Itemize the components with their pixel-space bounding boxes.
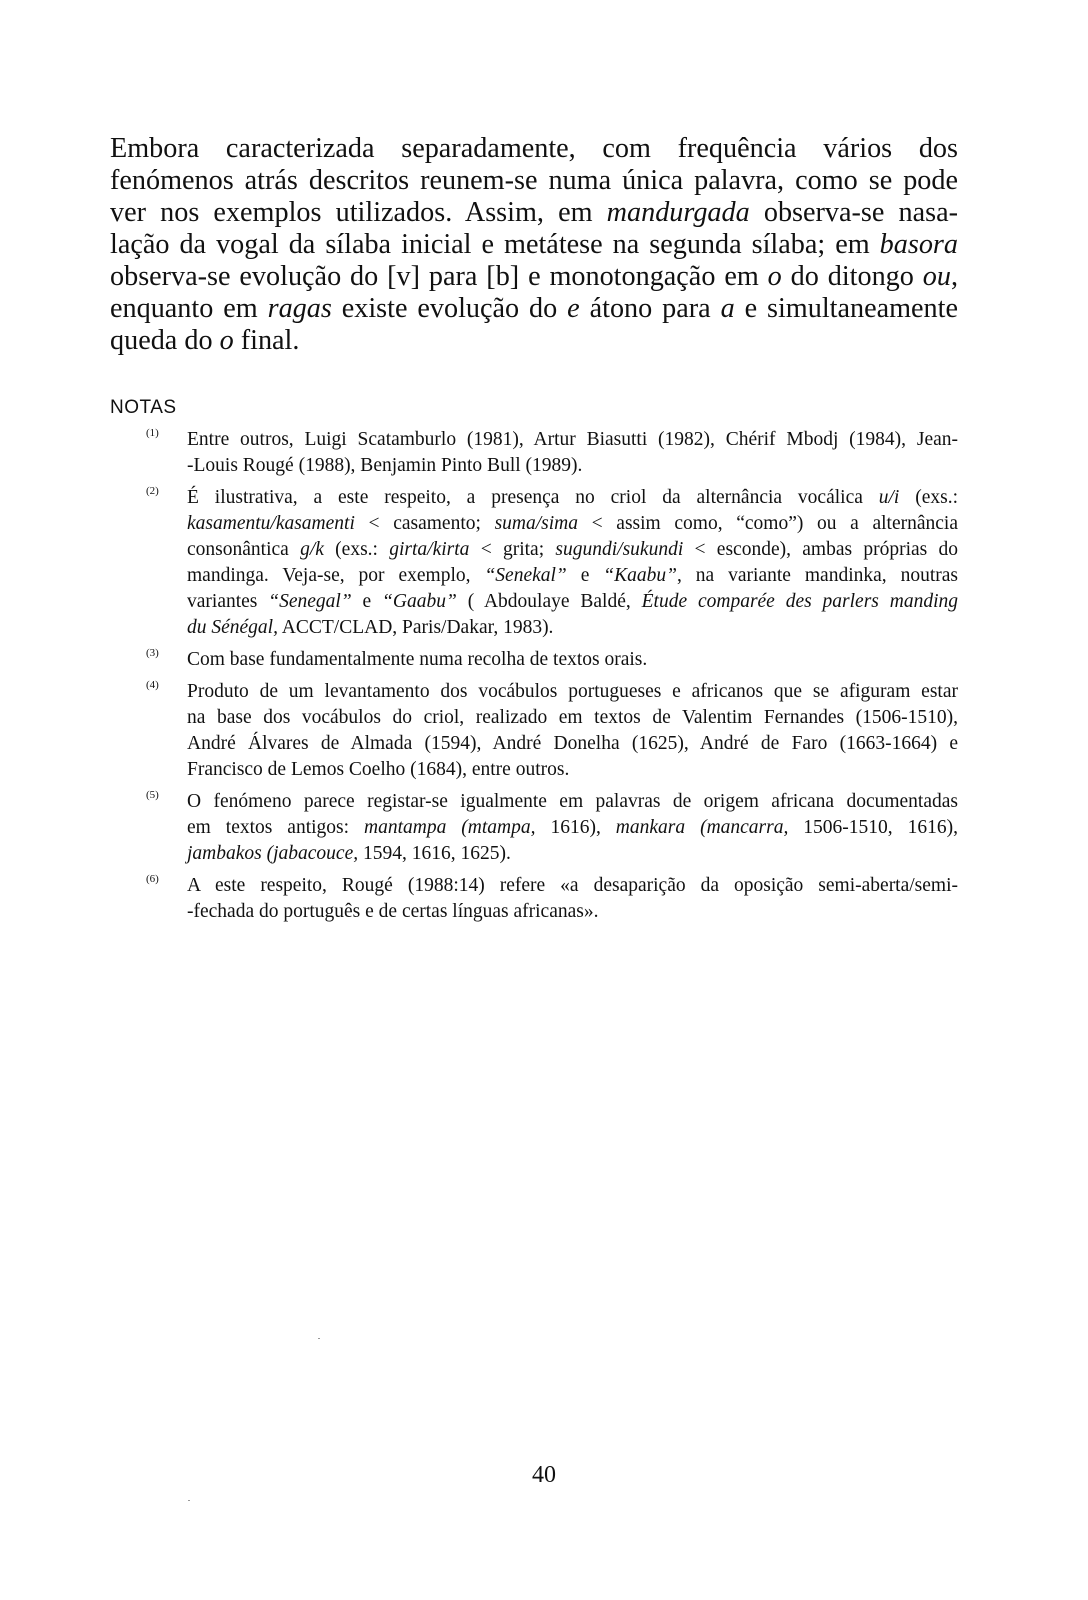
scan-speck <box>188 1500 190 1501</box>
note-item <box>110 679 958 783</box>
note-text: É ilustrativa, a este respeito, a presença no criol da alternância vocálica u/i (exs.: kasamentu/kasamenti < casamento; suma/sima < assim como, “como”) ou a alternância consonântica g/k (exs.: girta/kirta < grita; sugundi/sukundi < esconde), ambas próprias do mandinga. Veja-se, por exemplo, “Senekal” e “Kaabu”, na variante mandinka, noutras variantes “Senegal” e “Gaabu” ( Abdoulaye Baldé, Étude comparée des parlers manding du Sénégal, ACCT/CLAD, Paris/Dakar, 1983). <box>187 487 958 638</box>
scan-speck <box>318 1338 320 1339</box>
body-line: observa-se evolução do [v] para [b] e monotongação em o do ditongo ou, <box>110 261 958 292</box>
note-marker: (4) <box>146 679 159 691</box>
note-item <box>110 647 958 673</box>
italic-term: ragas <box>267 293 332 324</box>
italic-term: mandurgada <box>606 197 750 228</box>
note-text: Produto de um levantamento dos vocábulos portugueses e africanos que se afiguram estar na base dos vocábulos do criol, realizado em textos de Valentim Fernandes (1506-1510), André Álvares de Almada (1594), André Donelha (1625), André de Faro (1663-1664) e Francisco de Lemos Coelho (1684), entre outros. <box>187 681 958 780</box>
note-marker: (2) <box>146 485 159 497</box>
note-text: Com base fundamentalmente numa recolha de textos orais. <box>187 649 648 670</box>
note-marker: (3) <box>146 647 159 659</box>
italic-term: o <box>767 261 782 292</box>
body-line: Embora caracterizada separadamente, com frequência vários dos <box>110 133 958 164</box>
note-text: Entre outros, Luigi Scatamburlo (1981), Artur Biasutti (1982), Chérif Mbodj (1984), Jean- -Louis Rougé (1988), Benjamin Pinto Bull (1989). <box>187 429 958 476</box>
italic-term: ou <box>922 261 951 292</box>
italic-term: a <box>720 293 735 324</box>
italic-term: basora <box>879 229 958 260</box>
note-item <box>110 485 958 641</box>
notes-heading: NOTAS <box>110 397 177 418</box>
italic-term: o <box>219 325 234 356</box>
note-text: O fenómeno parece registar-se igualmente em palavras de origem africana documentadas em textos antigos: mantampa (mtampa, 1616), mankara (mancarra, 1506-1510, 1616), jambakos (jabacouce, 1594, 1616, 1625). <box>187 791 958 864</box>
notes-list <box>110 427 958 931</box>
note-text: A este respeito, Rougé (1988:14) refere «a desaparição da oposição semi-aberta/semi- -fechada do português e de certas línguas africanas». <box>187 875 958 922</box>
page-number: 40 <box>532 1462 556 1488</box>
body-line: ver nos exemplos utilizados. Assim, em mandurgada observa-se nasa- <box>110 197 958 228</box>
body-line: queda do o final. <box>110 325 300 356</box>
note-marker: (6) <box>146 873 159 885</box>
note-item <box>110 873 958 925</box>
italic-term: e <box>567 293 580 324</box>
body-line: fenómenos atrás descritos reunem-se numa única palavra, como se pode <box>110 165 958 196</box>
note-item <box>110 427 958 479</box>
body-paragraph <box>110 133 958 357</box>
note-marker: (5) <box>146 789 159 801</box>
body-line: lação da vogal da sílaba inicial e metátese na segunda sílaba; em basora <box>110 229 958 260</box>
note-item <box>110 789 958 867</box>
note-marker: (1) <box>146 427 159 439</box>
body-line: enquanto em ragas existe evolução do e átono para a e simultaneamente <box>110 293 958 324</box>
